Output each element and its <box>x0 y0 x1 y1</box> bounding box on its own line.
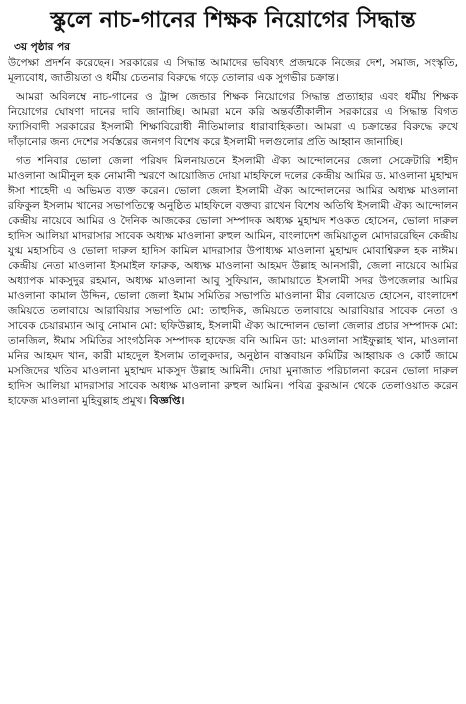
article-paragraph-2: আমরা অবিলম্বে নাচ-গানের ও ট্রান্স জেন্ডার শিক্ষক নিয়োগের সিদ্ধান্ত প্রত্যাহার এবং ধর্মীয় শিক্ষক নিয়োগের ঘোষণা দানের দাবি জানাচ্ছি। আমরা মনে করি অন্তর্বর্তীকালীন সরকারের এ সিদ্ধান্ত বিগত ফ্যাসিবাদী সরকারের ইসলামী শিক্ষাবিরোধী নীতিমালার ধারাবাহিকতা। আমরা এ চক্রান্তের বিরুদ্ধে রুখে দাঁড়ানোর জন্য দেশের সর্বস্তরের জনগণ বিশেষ করে ইসলামী দলগুলোর প্রতি আহ্বান জানাচ্ছি। <box>8 91 458 148</box>
continued-from-label: ৩য় পৃষ্ঠার পর <box>14 41 71 53</box>
article-paragraph-3 <box>8 154 458 409</box>
article-headline: স্কুলে নাচ-গানের শিক্ষক নিয়োগের সিদ্ধান্ত <box>50 8 416 33</box>
article-paragraph-1: উপেক্ষা প্রদর্শন করেছেন। সরকারের এ সিদ্ধান্ত আমাদের ভবিষ্যৎ প্রজন্মকে নিজের দেশ, সমাজ, সংস্কৃতি, মূল্যবোধ, জাতীয়তা ও ধর্মীয় চেতনার বিরুদ্ধে গড়ে তোলার এক সুগভীর চক্রান্ত। <box>8 57 458 84</box>
article-paragraph-3-text: গত শনিবার ভোলা জেলা পরিষদ মিলনায়তনে ইসলামী ঐক্য আন্দোলনের জেলা সেক্রেটারি শহীদ মাওলানা আমীনুল হক নোমানী স্মরণে আয়োজিত দোয়া মাহফিলে দলের কেন্দ্রীয় আমির ড. মাওলানা মুহাম্মদ ঈসা শাহেদী এ অভিমত ব্যক্ত করেন। ভোলা জেলা ইসলামী ঐক্য আন্দোলনের আমির অধ্যক্ষ মাওলানা রফিকুল ইসলাম খানের সভাপতিত্বে অনুষ্ঠিত মাহফিলে বক্তব্য রাখেন বিশেষ অতিথি ইসলামী ঐক্য আন্দোলন কেন্দ্রীয় নায়েবে আমির ও দৈনিক আজকের ভোলা সম্পাদক অধ্যক্ষ মুহাম্মদ শওকত হোসেন, ভোলা দারুল হাদিস আলিয়া মাদরাসার সাবেক অধ্যক্ষ মাওলানা রুহুল আমিন, বাংলাদেশ জমিয়াতুল মোদাররেছিন কেন্দ্রীয় যুগ্ম মহাসচিব ও ভোলা দারুল হাদিস কামিল মাদরাসার উপাধ্যক্ষ মাওলানা মুহাম্মদ মোবাশ্বিরুল হক নাঈম। কেন্দ্রীয় নেতা মাওলানা ইসমাইল ফারুক, অধ্যক্ষ মাওলানা আহমদ উল্লাহ আনসারী, জেলা নায়েবে আমির অধ্যাপক মাকসুদুর রহমান, অধ্যক্ষ মাওলানা আবু সুফিয়ান, জামায়াতে ইসলামী সদর উপজেলার আমির মাওলানা কামাল উদ্দিন, ভোলা জেলা ইমাম সমিতির সভাপতি মাওলানা মীর বেলায়েত হোসেন, বাংলাদেশ জমিয়তে তলাবায়ে আরাবিয়ার সভাপতি মো: তাহুদিক, জমিয়তে তলাবায়ে আরাবিয়ার সাবেক নেতা ও সাবেক চেয়ারম্যান আবু নোমান মো: ছফিউল্লাহ, ইসলামী ঐক্য আন্দোলন ভোলা জেলার প্রচার সম্পাদক মো: তানজিল, ঈমাম সমিতির সাংগঠনিক সম্পাদক হাফেজ বনি আমিন ডা: মাওলানা সাইফুল্লাহ খান, মাওলানা মনির আহমদ খান, কারী মাহদেুল ইসলাম তালুকদার, অনুষ্ঠান বাস্তবায়ন কমিটির আহ্বায়ক ও কোর্ট জামে মসজিদের খতিব মাওলানা মুহাম্মদ মাকসুদ উল্লাহ আমিনী। দোয়া মুনাজাত পরিচালনা করেন ভোলা দারুল হাদিস আলিয়া মাদরাসার সাবেক অধ্যক্ষ মাওলানা রুহুল আমিন। পবিত্র কুরআন থেকে তেলাওয়াত করেন হাফেজ মাওলানা মুহিবুল্লাহ প্রমুখ। <box>8 155 458 407</box>
article-signoff: বিজ্ঞপ্তি। <box>149 395 185 407</box>
